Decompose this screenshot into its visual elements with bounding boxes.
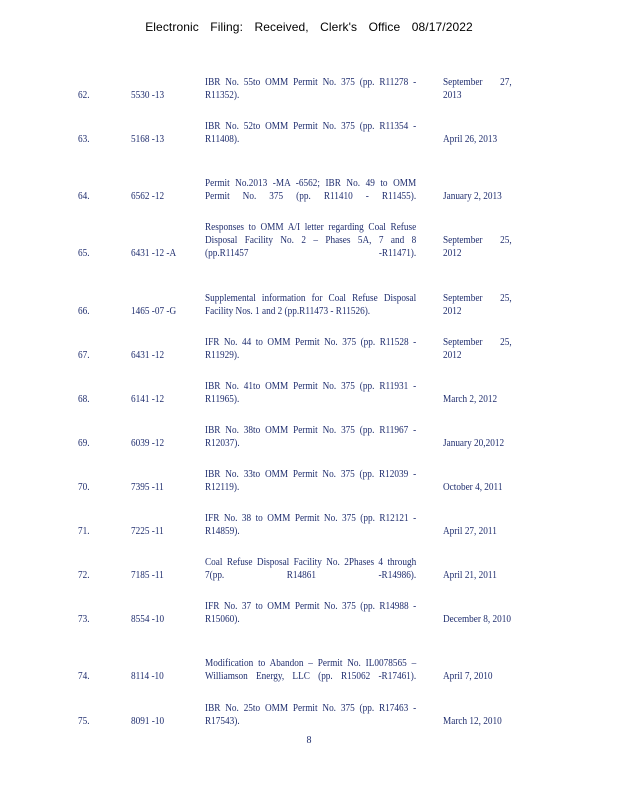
document-date: April 21, 2011: [443, 570, 497, 581]
document-date: December 8, 2010: [443, 614, 511, 625]
page-number: 8: [306, 735, 312, 746]
document-description: IFR No. 44 to OMM Permit No. 375 (pp. R11528 -R11929).: [205, 337, 417, 361]
item-number: 68.: [78, 394, 90, 405]
document-date: April 27, 2011: [443, 526, 497, 537]
table-row: [0, 72, 618, 102]
table-row: [0, 683, 618, 728]
document-date: September 27, 2013: [443, 77, 512, 101]
document-description: IFR No. 37 to OMM Permit No. 375 (pp. R14988 -R15060).: [205, 601, 417, 625]
item-number: 73.: [78, 614, 90, 625]
table-row: [0, 260, 618, 318]
record-index-table: [0, 72, 618, 728]
table-row: [0, 538, 618, 582]
document-number: 6562 -12: [131, 191, 165, 202]
document-description: IBR No. 33to OMM Permit No. 375 (pp. R12039 -R12119).: [205, 469, 417, 493]
document-number: 7225 -11: [131, 526, 164, 537]
document-date: April 26, 2013: [443, 134, 498, 145]
document-number: 5530 -13: [131, 90, 165, 101]
document-description: IBR No. 38to OMM Permit No. 375 (pp. R11967 -R12037).: [205, 425, 417, 449]
table-row: [0, 318, 618, 362]
document-description: Modification to Abandon – Permit No. IL0078565 – Williamson Energy, LLC (pp. R15062 -R17461).: [205, 658, 417, 682]
table-row: [0, 362, 618, 406]
item-number: 71.: [78, 526, 90, 537]
table-row: [0, 582, 618, 626]
table-row: [0, 102, 618, 146]
document-description: IBR No. 41to OMM Permit No. 375 (pp. R11931 -R11965).: [205, 381, 417, 405]
document-date: January 2, 2013: [443, 191, 502, 202]
document-date: September 25, 2012: [443, 337, 512, 361]
table-row: [0, 406, 618, 450]
document-number: 6431 -12: [131, 350, 165, 361]
item-number: 63.: [78, 134, 90, 145]
document-number: 5168 -13: [131, 134, 165, 145]
document-date: March 12, 2010: [443, 716, 502, 727]
item-number: 75.: [78, 716, 90, 727]
document-date: October 4, 2011: [443, 482, 503, 493]
document-description: Permit No.2013 -MA -6562; IBR No. 49 to OMM Permit No. 375 (pp. R11410 - R11455).: [205, 178, 417, 202]
document-number: 6431 -12 -A: [131, 248, 177, 259]
item-number: 64.: [78, 191, 90, 202]
document-number: 8091 -10: [131, 716, 165, 727]
document-description: IFR No. 38 to OMM Permit No. 375 (pp. R12121 -R14859).: [205, 513, 417, 537]
document-date: September 25, 2012: [443, 235, 512, 259]
document-description: Supplemental information for Coal Refuse Disposal Facility Nos. 1 and 2 (pp.R11473 - R11526).: [205, 293, 417, 317]
item-number: 67.: [78, 350, 90, 361]
document-number: 6141 -12: [131, 394, 165, 405]
document-description: Responses to OMM A/I letter regarding Coal Refuse Disposal Facility No. 2 – Phases 5A, 7 and 8 (pp.R11457 -R11471).: [205, 222, 417, 259]
document-number: 8114 -10: [131, 671, 164, 682]
document-date: January 20,2012: [443, 438, 505, 449]
document-date: September 25, 2012: [443, 293, 512, 317]
document-date: April 7, 2010: [443, 671, 493, 682]
document-description: IBR No. 52to OMM Permit No. 375 (pp. R11354 -R11408).: [205, 121, 417, 145]
document-number: 8554 -10: [131, 614, 165, 625]
document-number: 7185 -11: [131, 570, 164, 581]
document-description: IBR No. 55to OMM Permit No. 375 (pp. R11278 -R11352).: [205, 77, 417, 101]
item-number: 69.: [78, 438, 90, 449]
table-row: [0, 494, 618, 538]
item-number: 70.: [78, 482, 90, 493]
item-number: 62.: [78, 90, 90, 101]
table-row: [0, 146, 618, 203]
document-number: 1465 -07 -G: [131, 306, 177, 317]
item-number: 66.: [78, 306, 90, 317]
document-description: IBR No. 25to OMM Permit No. 375 (pp. R17463 -R17543).: [205, 703, 417, 727]
table-row: [0, 450, 618, 494]
document-description: Coal Refuse Disposal Facility No. 2Phases 4 through 7(pp. R14861 -R14986).: [205, 557, 417, 581]
item-number: 72.: [78, 570, 90, 581]
document-date: March 2, 2012: [443, 394, 498, 405]
table-row: [0, 626, 618, 683]
table-row: [0, 203, 618, 260]
document-number: 6039 -12: [131, 438, 165, 449]
document-number: 7395 -11: [131, 482, 164, 493]
filing-header: Electronic Filing: Received, Clerk's Office 08/17/2022: [145, 20, 473, 34]
item-number: 65.: [78, 248, 90, 259]
item-number: 74.: [78, 671, 90, 682]
